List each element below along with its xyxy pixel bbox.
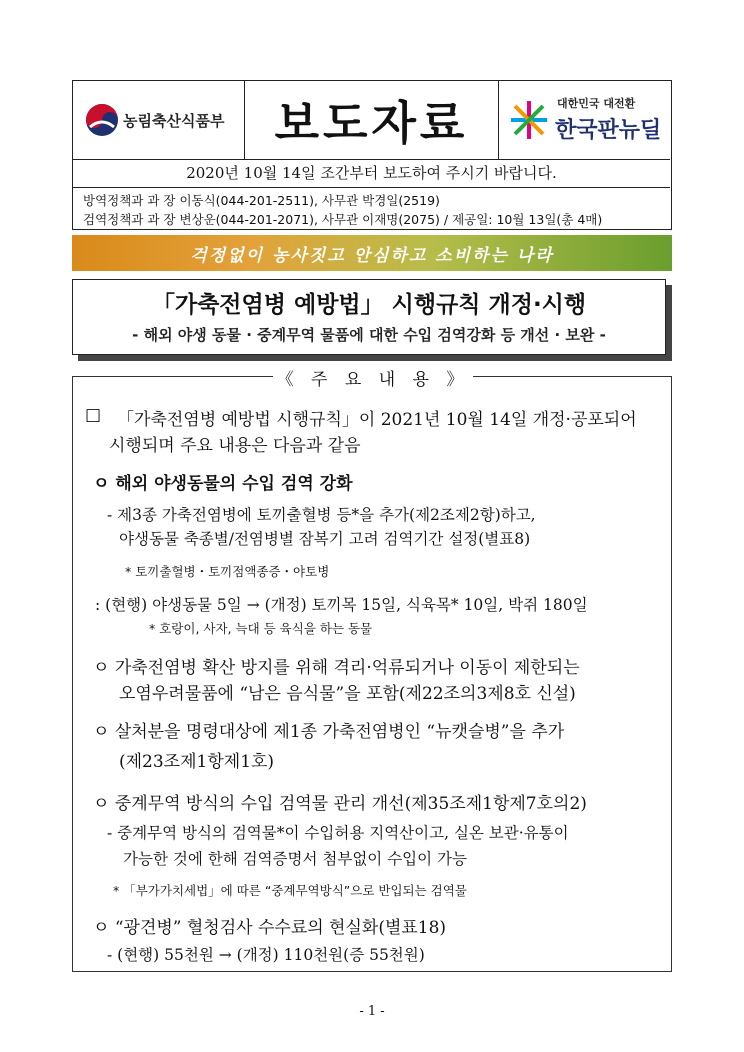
item3-line-b: (제23조제1항제1호) — [119, 752, 275, 772]
item2-line-a: ㅇ 가축전염병 확산 방지를 위해 격리·억류되거나 이동이 제한되는 — [93, 658, 580, 678]
item1-detail-1a: - 제3종 가축전염병에 토끼출혈병 등*을 추가(제2조제2항)하고, — [107, 506, 536, 524]
embargo-notice: 2020년 10월 14일 조간부터 보도하여 주시기 바랍니다. — [73, 159, 670, 188]
contact-line-2: 검역정책과 과 장 변상운(044-201-2071), 사무관 이재명(2075) / 제공일: 10월 13일(총 4매) — [83, 212, 603, 227]
main-title: 「가축전염병 예방법」 시행규칙 개정·시행 — [151, 292, 587, 318]
content-box — [72, 370, 672, 972]
newdeal-subtitle: 대한민국 대전환 — [557, 97, 636, 110]
ministry-logo-cell — [73, 81, 245, 159]
newdeal-logo-cell — [499, 81, 670, 159]
doc-type-cell — [245, 81, 499, 159]
title-box — [72, 279, 666, 355]
newdeal-name: 한국판뉴딜 — [555, 118, 662, 143]
item4-note: * 「부가가치세법」에 따른 “중계무역방식”으로 반입되는 검역물 — [113, 883, 467, 898]
item1-note-1: * 토끼출혈병・토끼점액종증・야토병 — [125, 564, 330, 579]
ministry-name: 농림축산식품부 — [123, 112, 225, 130]
item5-title: ㅇ “광견병” 혈청검사 수수료의 현실화(별표18) — [93, 918, 447, 938]
intro-line-1: 「가축전염병 예방법 시행규칙」이 2021년 10월 14일 개정·공포되어 — [117, 410, 637, 430]
item1-detail-1b: 야생동물 축종별/전염병별 잠복기 고려 검역기간 설정(별표8) — [119, 530, 531, 548]
slogan-text: 걱정없이 농사짓고 안심하고 소비하는 나라 — [190, 246, 554, 266]
slogan-banner — [72, 235, 672, 271]
item3-line-a: ㅇ 살처분을 명령대상에 제1종 가축전염병인 “뉴캣슬병”을 추가 — [93, 722, 565, 742]
header-box — [72, 80, 672, 230]
government-emblem-icon — [85, 103, 119, 137]
doc-type-title: 보도자료 — [274, 96, 469, 150]
item4-detail-1a: - 중계무역 방식의 검역물*이 수입허용 지역산이고, 실온 보관·유통이 — [107, 824, 569, 842]
item1-detail-2: : (현행) 야생동물 5일 → (개정) 토끼목 15일, 식육목* 10일, 박쥐 180일 — [95, 596, 588, 614]
box-bullet: □ — [85, 405, 102, 425]
item4-title: ㅇ 중계무역 방식의 수입 검역물 관리 개선(제35조제1항제7호의2) — [93, 794, 587, 814]
sub-title: - 해외 야생 동물 · 중계무역 물품에 대한 수입 검역강화 등 개선 · 보완 - — [132, 326, 606, 344]
item4-detail-1b: 가능한 것에 한해 검역증명서 첨부없이 수입이 가능 — [123, 850, 467, 868]
item5-detail-1: - (현행) 55천원 → (개정) 110천원(증 55천원) — [107, 946, 425, 964]
item1-note-2: * 호랑이, 사자, 늑대 등 육식을 하는 동물 — [149, 621, 373, 636]
newdeal-star-icon — [509, 99, 549, 141]
page-number: - 1 - — [359, 1004, 385, 1019]
contact-info — [83, 191, 663, 229]
content-heading: 《 주 요 내 용 》 — [273, 365, 473, 389]
item1-title: ㅇ 해외 야생동물의 수입 검역 강화 — [93, 474, 353, 494]
intro-line-2: 시행되며 주요 내용은 다음과 같음 — [109, 436, 361, 456]
contact-line-1: 방역정책과 과 장 이동식(044-201-2511), 사무관 박경일(2519) — [83, 193, 440, 208]
item2-line-b: 오염우려물품에 “남은 음식물”을 포함(제22조의3제8호 신설) — [119, 684, 576, 704]
